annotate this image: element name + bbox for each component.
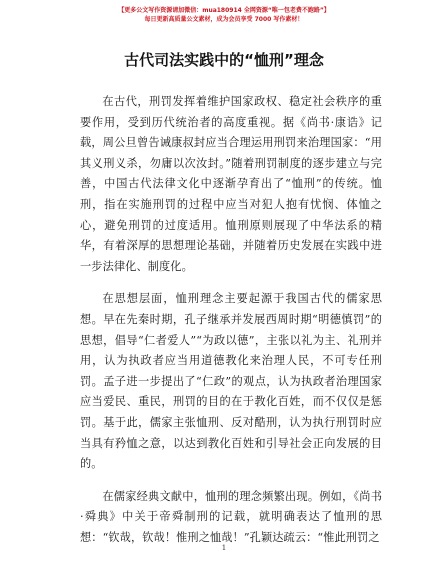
paragraph-1: 在古代，刑罚发挥着维护国家政权、稳定社会秩序的重要作用，受到历代统治者的高度重视。据《尚书·康诰》记载，周公旦曾告诫康叔封应当合理运用刑罚来治理国家：“用其义刑义杀，勿庸以次汝封。”随着刑罚制度的逐步建立与完善，中国古代法律文化中逐渐孕育出了“恤刑”的传统。恤刑，指在实施刑罚的过程中应当对犯人抱有忧悯、体恤之心，避免刑罚的过度适用。恤刑原则展现了中华法系的精华，有着深厚的思想理论基础，并随着历史发展在实践中进一步法律化、制度化。: [80, 95, 382, 273]
page-number: 1: [221, 544, 227, 552]
document-body: [80, 92, 382, 560]
promo-banner-line-1: 【更多公文写作资源请加微信：mua180914 全网资源“唯一包老费不跑路”】: [118, 7, 330, 14]
promo-banner: [0, 6, 448, 24]
document-title: 古代司法实践中的“恤刑”理念: [124, 51, 324, 69]
paragraph-3: 在儒家经典文献中，恤刑的理念频繁出现。例如，《尚书·舜典》中关于帝舜制刑的记载，就明确表达了恤刑的思想：“钦哉，钦哉！惟刑之恤哉！”孔颖达疏云：“惟此刑罚之: [80, 489, 382, 544]
promo-banner-line-2: 每日更新高质量公文素材，成为会员享受 7000 写作素材！: [144, 16, 304, 23]
paragraph-2: 在思想层面，恤刑理念主要起源于我国古代的儒家思想。早在先秦时期，孔子继承并发展西周时期“明德慎罚”的思想，倡导“仁者爱人”“为政以德”，主张以礼为主、礼刑并用，认为执政者应当用道德教化来治理人民，不可专任刑罚。孟子进一步提出了“仁政”的观点，认为执政者治理国家应当爱民、重民，刑罚的目的在于教化百姓，而不仅仅是惩罚。基于此，儒家主张恤刑、反对酷刑，认为执行刑罚时应当具有矜恤之意，以达到教化百姓和引导社会正向发展的目的。: [80, 292, 382, 471]
